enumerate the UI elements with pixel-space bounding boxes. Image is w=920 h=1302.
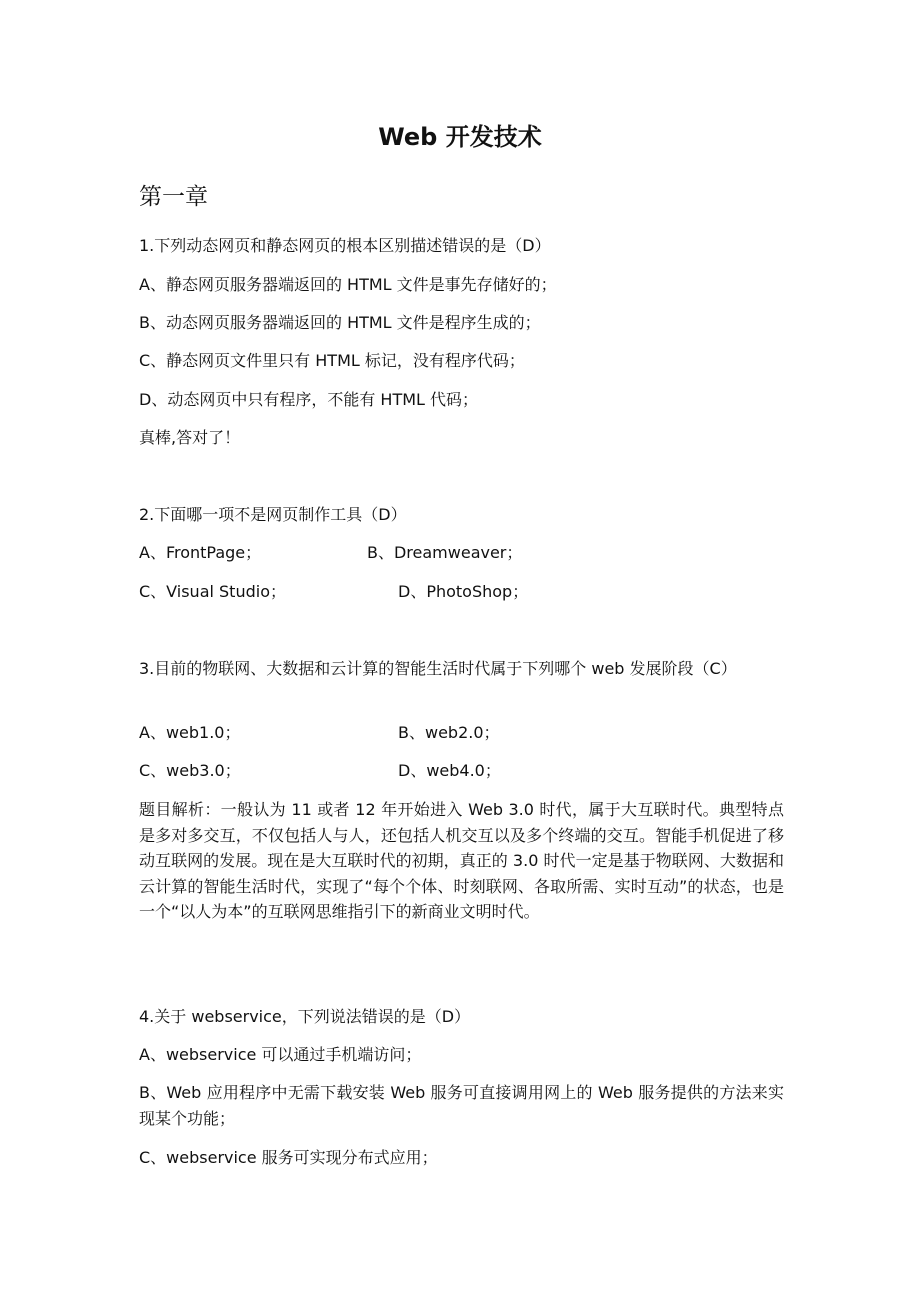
document-title: Web 开发技术: [378, 123, 542, 151]
q3-option-d: D、web4.0；: [398, 761, 501, 780]
question-3: 3.目前的物联网、大数据和云计算的智能生活时代属于下列哪个 web 发展阶段（C）: [139, 659, 737, 678]
q3-analysis: 题目解析：一般认为 11 或者 12 年开始进入 Web 3.0 时代，属于大互联时代。典型特点是多对多交互，不仅包括人与人，还包括人机交互以及多个终端的交互。智能手机促进了移动互联网的发展。现在是大互联时代的初期，真正的 3.0 时代一定是基于物联网、大数据和云计算的智能生活时代，实现了“每个个体、时刻联网、各取所需、实时互动”的状态，也是一个“以人为本”的互联网思维指引下的新商业文明时代。: [139, 800, 784, 921]
q1-feedback: 真棒,答对了！: [139, 428, 241, 447]
q3-option-a: A、web1.0；: [139, 723, 241, 742]
q1-option-a: A、静态网页服务器端返回的 HTML 文件是事先存储好的；: [139, 275, 557, 294]
q2-option-d: D、PhotoShop；: [398, 582, 529, 601]
q2-option-c: C、Visual Studio；: [139, 582, 286, 601]
question-2: 2.下面哪一项不是网页制作工具（D）: [139, 505, 407, 524]
question-4: 4.关于 webservice，下列说法错误的是（D）: [139, 1007, 471, 1026]
q2-option-a: A、FrontPage；: [139, 543, 262, 562]
q1-option-d: D、动态网页中只有程序，不能有 HTML 代码；: [139, 390, 479, 409]
question-1: 1.下列动态网页和静态网页的根本区别描述错误的是（D）: [139, 236, 551, 255]
q2-option-b: B、Dreamweaver；: [367, 543, 523, 562]
q4-option-a: A、webservice 可以通过手机端访问；: [139, 1045, 422, 1064]
q4-option-b: B、Web 应用程序中无需下载安装 Web 服务可直接调用网上的 Web 服务提供的方法来实现某个功能；: [139, 1083, 784, 1128]
q1-option-b: B、动态网页服务器端返回的 HTML 文件是程序生成的；: [139, 313, 541, 332]
q4-option-c: C、webservice 服务可实现分布式应用；: [139, 1148, 438, 1167]
q3-option-b: B、web2.0；: [398, 723, 500, 742]
chapter-heading: 第一章: [139, 184, 208, 210]
q3-option-c: C、web3.0；: [139, 761, 241, 780]
q1-option-c: C、静态网页文件里只有 HTML 标记，没有程序代码；: [139, 351, 525, 370]
